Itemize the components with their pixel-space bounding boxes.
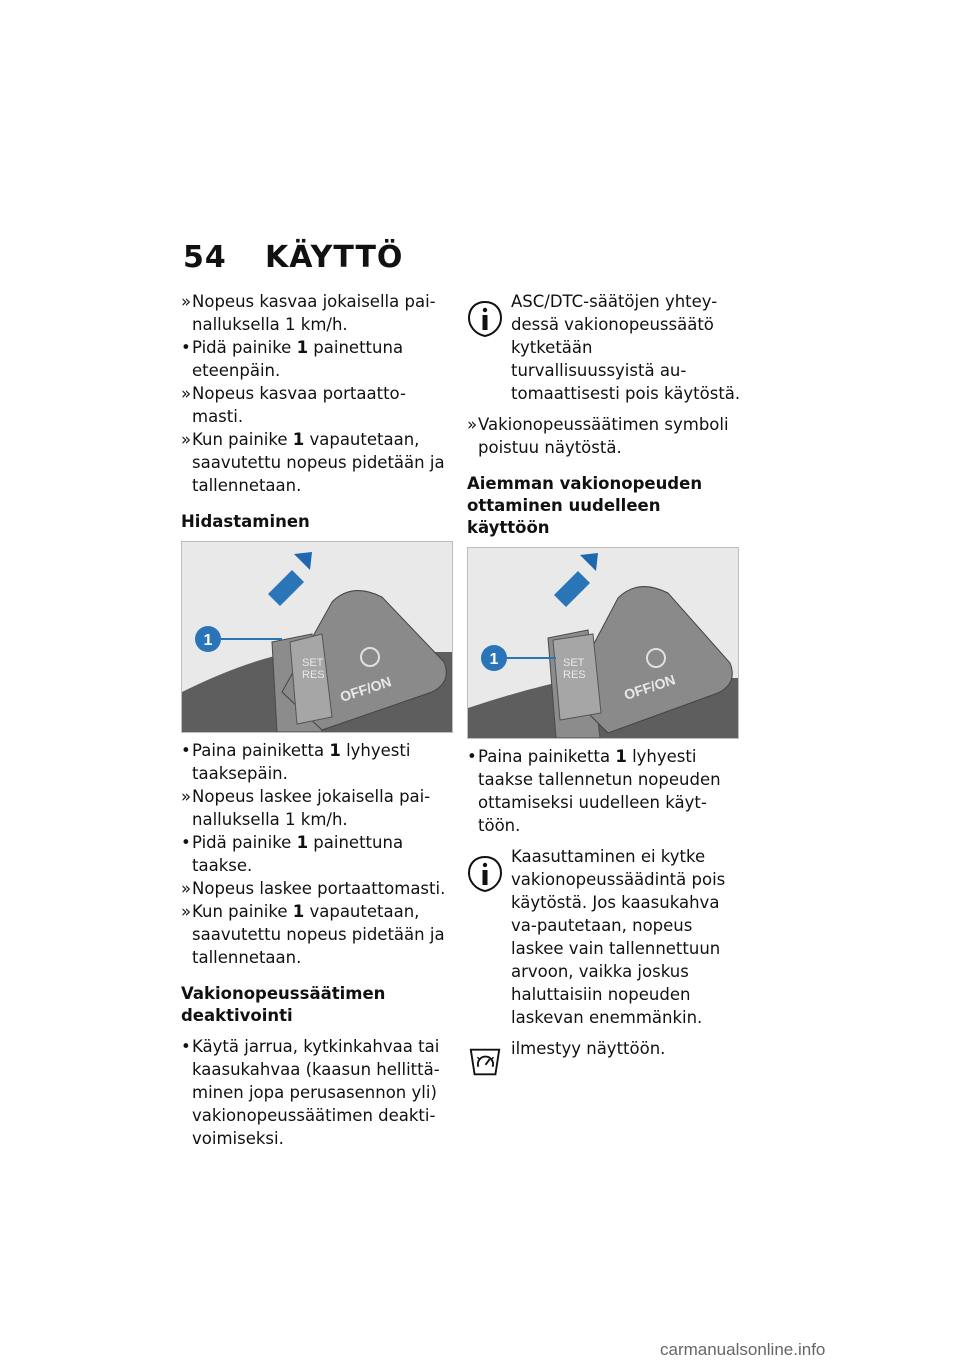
list-item: » Kun painike 1 vapautetaan, saavutettu nopeus pidetään ja tallennetaan. xyxy=(181,902,445,967)
list-item: » Nopeus laskee jokaisella pai-nalluksella 1 km/h. xyxy=(181,787,431,829)
cruise-note xyxy=(467,1037,741,1083)
list-item: » Nopeus kasvaa portaatto-masti. xyxy=(181,384,406,426)
set-label: SET xyxy=(302,657,324,669)
list-item: • Pidä painike 1 painettuna eteenpäin. xyxy=(181,338,404,380)
right-column xyxy=(467,290,741,1091)
list-item: » Vakionopeussäätimen symboli poistuu näytöstä. xyxy=(467,415,729,457)
info-text: ASC/DTC-säätöjen yhtey-dessä vakionopeussäätö kytketään turvallisuussyistä au-tomaattisesti pois käytöstä. xyxy=(511,292,741,403)
list-item: • Paina painiketta 1 lyhyesti taaksepäin. xyxy=(181,741,411,783)
offon-label: OFF/ON xyxy=(621,671,678,703)
left-column xyxy=(181,290,451,1150)
cruise-control-icon xyxy=(467,1043,503,1081)
offon-label: OFF/ON xyxy=(337,673,394,705)
info-icon xyxy=(467,300,503,338)
list-item: • Paina painiketta 1 lyhyesti taakse tallennetun nopeuden ottamiseksi uudelleen käyt-töön. xyxy=(467,747,721,835)
list-item: • Käytä jarrua, kytkinkahvaa tai kaasukahvaa (kaasun hellittä-minen jopa perusasennon yli) vakionopeussäätimen deakti-voimiseksi. xyxy=(181,1037,440,1148)
res-label: RES xyxy=(302,669,325,681)
switch-figure-forward xyxy=(467,547,739,739)
info-icon xyxy=(467,855,503,893)
section-title: KÄYTTÖ xyxy=(265,240,404,275)
info-text: Kaasuttaminen ei kytke vakionopeussäädintä pois käytöstä. Jos kaasukahva va-pautetaan, nopeus laskee vain tallennettuun arvoon, vaikka joskus haluttaisiin nopeuden laskevan enemmänkin. xyxy=(511,847,726,1027)
cruise-note-text: ilmestyy näyttöön. xyxy=(511,1039,666,1058)
callout-number: 1 xyxy=(489,651,499,668)
res-label: RES xyxy=(563,669,586,681)
list-item: » Nopeus kasvaa jokaisella pai-nalluksella 1 km/h. xyxy=(181,292,436,334)
callout-number: 1 xyxy=(203,632,213,649)
switch-figure-back xyxy=(181,541,453,733)
list-item: » Nopeus laskee portaattomasti. xyxy=(181,879,446,898)
list-item: • Pidä painike 1 painettuna taakse. xyxy=(181,833,404,875)
page-number: 54 xyxy=(183,240,227,275)
subheading-deaktivointi: Vakionopeussäätimen deaktivointi xyxy=(181,984,386,1025)
list-item: » Kun painike 1 vapautetaan, saavutettu nopeus pidetään ja tallennetaan. xyxy=(181,430,445,495)
set-label: SET xyxy=(563,657,585,669)
subheading-hidastaminen: Hidastaminen xyxy=(181,512,310,531)
watermark: carmanualsonline.info xyxy=(660,1340,826,1359)
page-header xyxy=(183,240,403,275)
info-note xyxy=(467,290,741,405)
subheading-aiemman: Aiemman vakionopeuden ottaminen uudelleen käyttöön xyxy=(467,474,703,537)
info-note xyxy=(467,845,741,1029)
